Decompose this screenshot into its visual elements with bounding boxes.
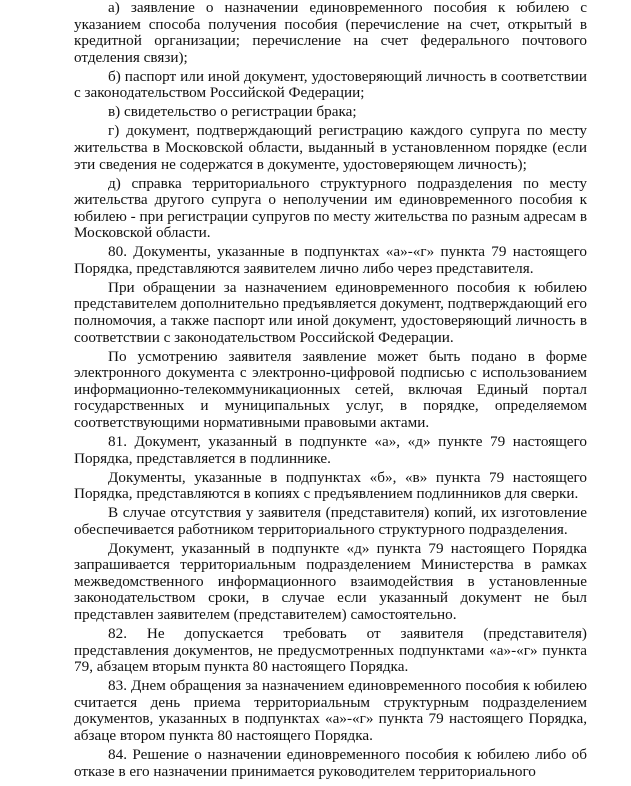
paragraph-80-electronic: По усмотрению заявителя заявление может быть подано в форме электронного документа с электронно-цифровой подписью с использованием информационно-телекоммуникационных сетей, включая Единый портал государственных и муниципальных услуг, в порядке, определяемом соответствующими нормативными правовыми актами. [74,347,587,431]
paragraph-80: 80. Документы, указанные в подпунктах «а»-«г» пункта 79 настоящего Порядка, представляются заявителем лично либо через представителя. [74,243,587,277]
paragraph-79-d: д) справка территориального структурного подразделения по месту жительства другого супруга о неполучении им единовременного пособия к юбилею - при регистрации супругов по месту жительства по разным адресам в Московской области. [74,174,587,242]
paragraph-80-representative: При обращении за назначением единовременного пособия к юбилею представителем дополнительно предъявляется документ, подтверждающий его полномочия, а также паспорт или иной документ, удостоверяющий личность в соответствии с законодательством Российской Федерации. [74,278,587,346]
paragraph-81-copies: Документы, указанные в подпунктах «б», «в» пункта 79 настоящего Порядка, представляются в копиях с предъявлением подлинников для сверки. [74,468,587,503]
paragraph-82: 82. Не допускается требовать от заявителя (представителя) представления документов, не предусмотренных подпунктами «а»-«г» пункта 79, абзацем вторым пункта 80 настоящего Порядка. [74,625,587,676]
paragraph-79-a: а) заявление о назначении единовременного пособия к юбилею с указанием способа получения пособия (перечисление на счет, открытый в кредитной организации; перечисление на счет федерального почтового отделения связи); [74,0,587,66]
document-page [74,0,587,783]
paragraph-84: 84. Решение о назначении единовременного пособия к юбилею либо об отказе в его назначении принимается руководителем территориального [74,746,587,780]
paragraph-81-request: Документ, указанный в подпункте «д» пункта 79 настоящего Порядка запрашивается территориальным подразделением Министерства в рамках межведомственного информационного взаимодействия в установленные законодательством сроки, в случае если указанный документ не был представлен заявителем (представителем) самостоятельно. [74,539,587,624]
paragraph-79-g: г) документ, подтверждающий регистрацию каждого супруга по месту жительства в Московской области, выданный в установленном порядке (если эти сведения не содержатся в документе, удостоверяющем личность); [74,122,587,173]
paragraph-79-v: в) свидетельство о регистрации брака; [108,103,357,121]
paragraph-81: 81. Документ, указанный в подпункте «а», «д» пункте 79 настоящего Порядка, представляется в подлиннике. [74,432,587,467]
paragraph-83: 83. Днем обращения за назначением единовременного пособия к юбилею считается день приема территориальным структурным подразделением документов, указанных в подпунктах «а»-«г» пункта 79 настоящего Порядка, абзаце втором пункта 80 настоящего Порядка. [74,677,587,745]
paragraph-81-no-copies: В случае отсутствия у заявителя (представителя) копий, их изготовление обеспечивается работником территориального структурного подразделения. [74,504,587,538]
paragraph-79-b: б) паспорт или иной документ, удостоверяющий личность в соответствии с законодательством Российской Федерации; [74,67,587,102]
